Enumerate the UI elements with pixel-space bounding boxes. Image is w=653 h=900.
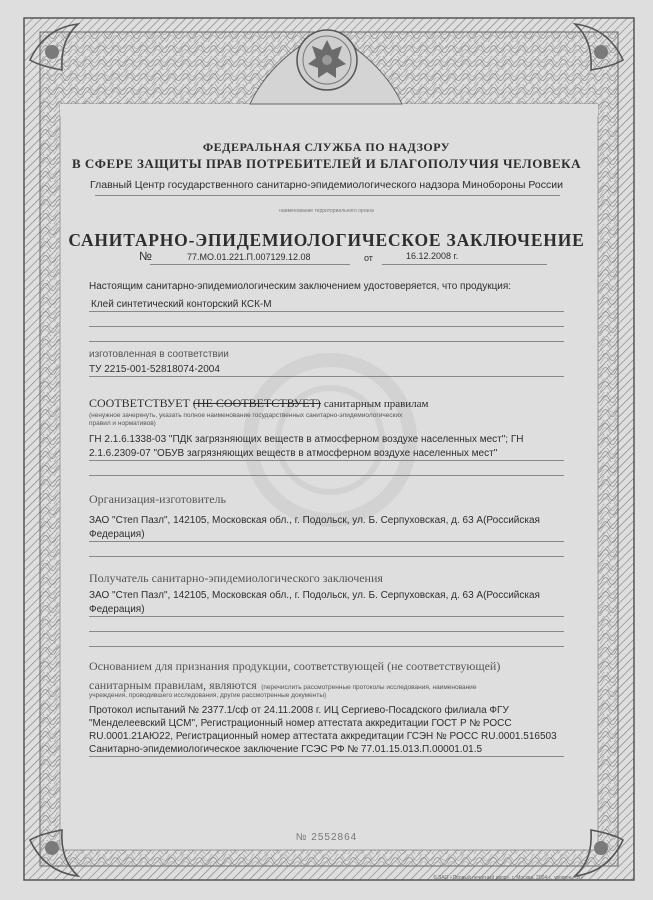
technical-standard: ТУ 2215-001-52818074-2004	[89, 364, 220, 375]
manufacturer-label: Организация-изготовитель	[89, 492, 227, 506]
issuing-center-caption: наименование территориального органа	[279, 208, 374, 214]
basis-line-3-note: учреждения, проводившего исследования, другие рассмотренные документы)	[89, 692, 327, 699]
recipient-line-1: ЗАО "Степ Пазл", 142105, Московская обл., г. Подольск, ул. Б. Серпуховская, д. 63 А(Российская	[89, 590, 540, 601]
compliance-word: СООТВЕТСТВУЕТ	[89, 396, 190, 410]
issuing-center: Главный Центр государственного санитарно-эпидемиологического надзора Минобороны России	[90, 179, 563, 191]
rules-line-2: 2.1.6.2309-07 "ОБУВ загрязняющих веществ в атмосферном воздухе населенных мест"	[89, 448, 498, 459]
agency-name-line-1: ФЕДЕРАЛЬНАЯ СЛУЖБА ПО НАДЗОРУ	[202, 140, 451, 154]
basis-text-1: Протокол испытаний № 2377.1/сф от 24.11.2008 г. ИЦ Сергиево-Посадского филиала ФГУ	[89, 705, 509, 716]
rules-underline	[89, 460, 564, 461]
basis-text-4: Санитарно-эпидемиологическое заключение ГСЭС РФ № 77.01.15.013.П.00001.01.5	[89, 744, 483, 755]
certifies-intro: Настоящим санитарно-эпидемиологическим заключением удостоверяется, что продукция:	[89, 281, 512, 292]
underline	[95, 195, 560, 196]
standard-underline	[89, 376, 564, 377]
manufacturer-underline	[89, 541, 564, 542]
manufacturer-line-2: Федерация)	[89, 529, 145, 540]
compliance-struck: (НЕ СООТВЕТСТВУЕТ)	[192, 396, 321, 410]
number-underline	[150, 264, 350, 265]
recipient-underline	[89, 616, 564, 617]
blank-line	[89, 475, 564, 476]
manufacturer-line-1: ЗАО "Степ Пазл", 142105, Московская обл., г. Подольск, ул. Б. Серпуховская, д. 63 А(Российская	[89, 515, 540, 526]
blank-line	[89, 646, 564, 647]
recipient-line-2: Федерация)	[89, 604, 145, 615]
coat-of-arms-emblem	[294, 28, 360, 92]
blank-line	[89, 326, 564, 327]
basis-underline	[89, 756, 564, 757]
date-underline	[382, 264, 547, 265]
basis-line-1: Основанием для признания продукции, соответствующей (не соответствующей)	[89, 659, 501, 673]
printer-imprint: © ЗАО «Первый печатный двор», г. Москва, 2004 г., уровень «В»	[433, 875, 583, 881]
rules-line-1: ГН 2.1.6.1338-03 "ПДК загрязняющих веществ в атмосферном воздухе населенных мест"; ГН	[89, 434, 524, 445]
product-name: Клей синтетический конторский КСК-М	[91, 299, 272, 310]
basis-line-2-main: санитарным правилам, являются	[89, 678, 257, 692]
agency-name-line-2: В СФЕРЕ ЗАЩИТЫ ПРАВ ПОТРЕБИТЕЛЕЙ И БЛАГОПОЛУЧИЯ ЧЕЛОВЕКА	[72, 156, 581, 171]
document-title: САНИТАРНО-ЭПИДЕМИОЛОГИЧЕСКОЕ ЗАКЛЮЧЕНИЕ	[68, 230, 585, 250]
basis-line-2-note: (перечислить рассмотренные протоколы исследования, наименование	[261, 684, 477, 691]
recipient-label: Получатель санитарно-эпидемиологического заключения	[89, 571, 383, 585]
manufactured-label: изготовленная в соответствии	[89, 349, 229, 360]
blank-line	[89, 556, 564, 557]
basis-text-3: RU.0001.21АЮ22, Регистрационный номер аттестата аккредитации ГСЭН № РОСС RU.0001.516503	[89, 731, 557, 742]
date-label: от	[364, 253, 373, 263]
compliance-note-1: (ненужное зачеркнуть, указать полное наименование государственных санитарно-эпидемиологических	[89, 412, 403, 419]
document-date: 16.12.2008 г.	[406, 251, 459, 261]
basis-text-2: "Менделеевский ЦСМ", Регистрационный номер аттестата аккредитации ГОСТ Р № РОСС	[89, 718, 512, 729]
compliance-note-2: правил и нормативов)	[89, 420, 156, 427]
product-underline	[89, 311, 564, 312]
blank-line	[89, 341, 564, 342]
blank-line	[89, 631, 564, 632]
compliance-status	[89, 396, 429, 411]
serial-number: № 2552864	[295, 832, 358, 843]
number-label: №	[139, 249, 152, 263]
compliance-tail: санитарным правилам	[323, 398, 429, 410]
document-number: 77.МО.01.221.П.007129.12.08	[187, 252, 311, 262]
